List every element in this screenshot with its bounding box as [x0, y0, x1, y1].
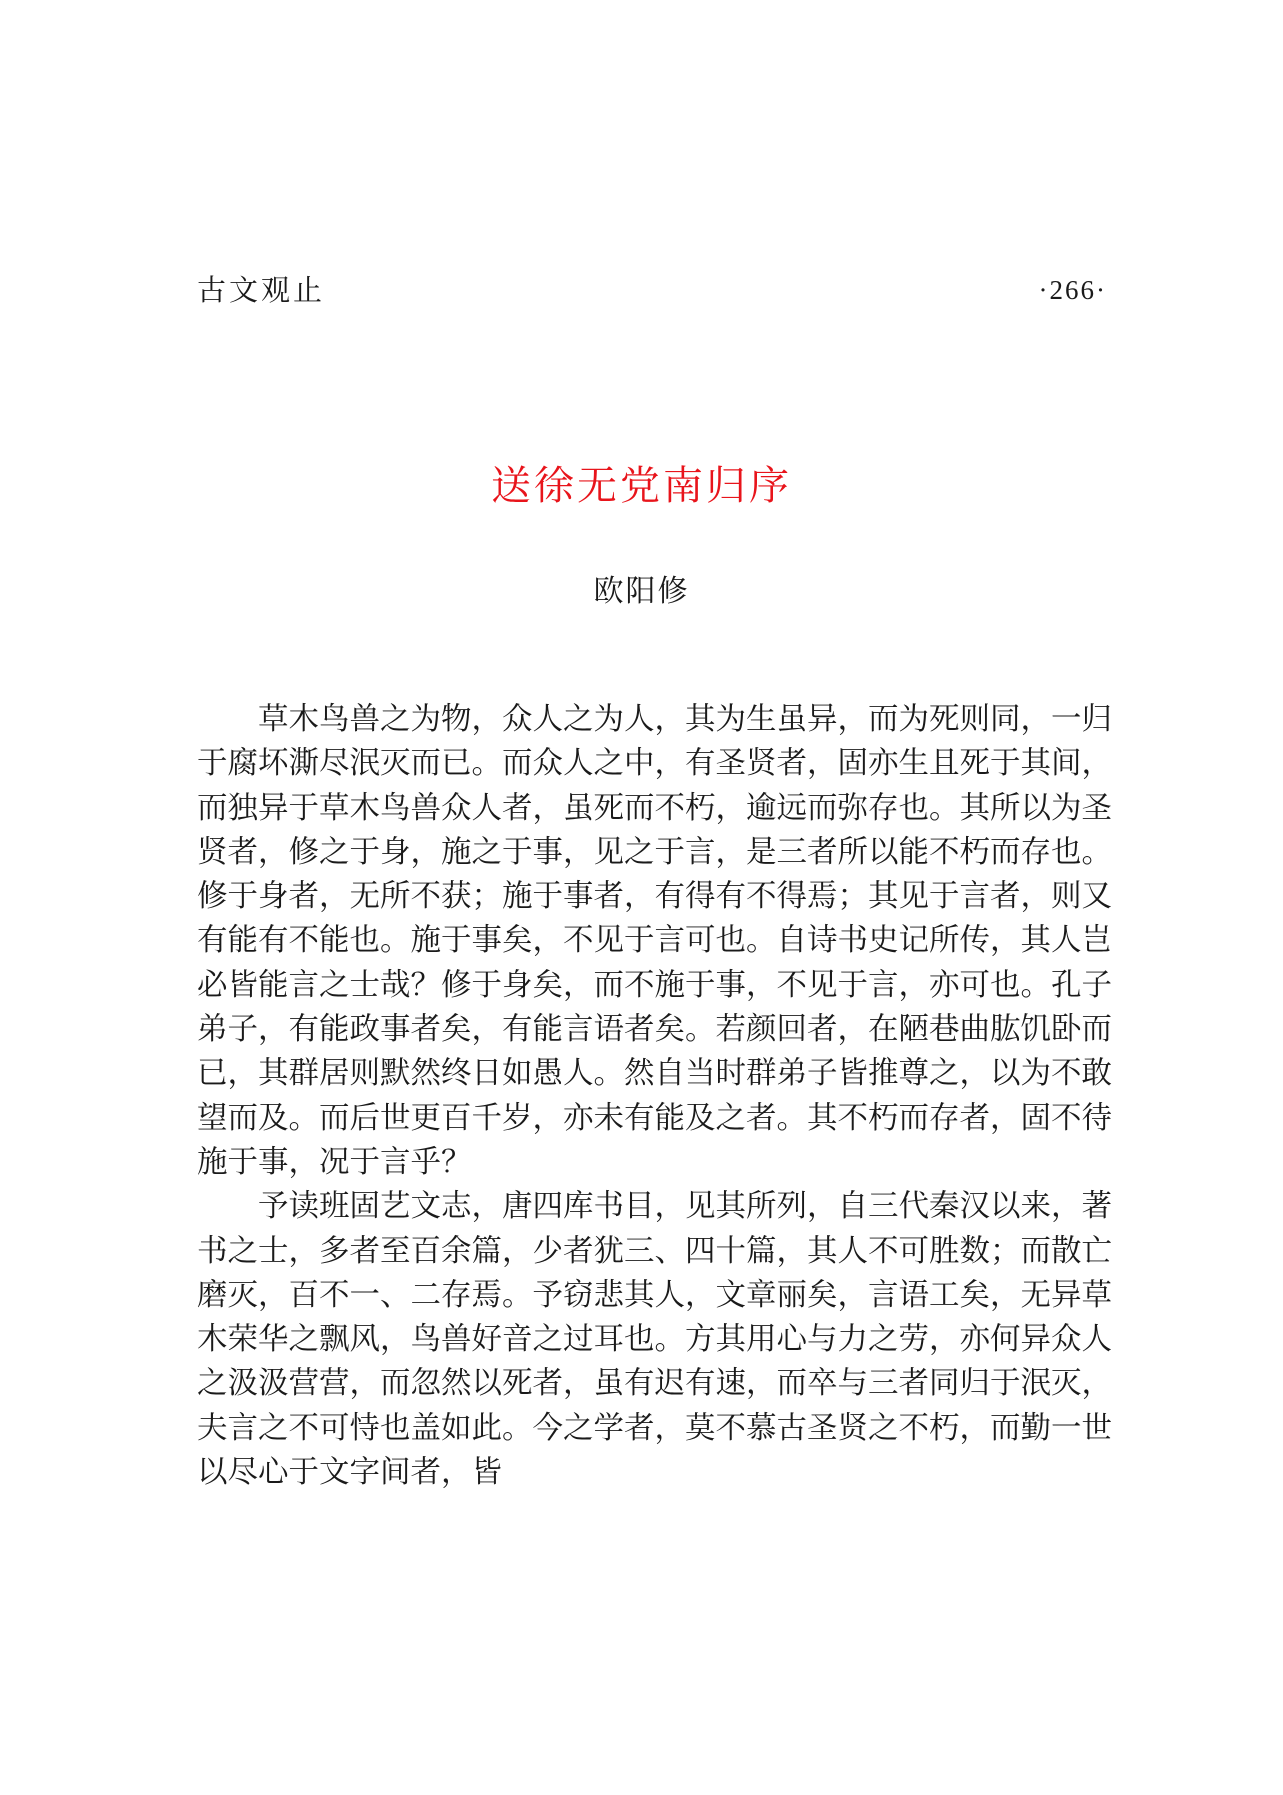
running-head [197, 270, 1107, 310]
essay-body [197, 698, 1112, 1495]
paragraph-2: 予读班固艺文志，唐四库书目，见其所列，自三代秦汉以来，著书之士，多者至百余篇，少者犹三、四十篇，其人不可胜数；而散亡磨灭，百不一、二存焉。予窃悲其人，文章丽矣，言语工矣，无异草木荣华之飘风，鸟兽好音之过耳也。方其用心与力之劳，亦何异众人之汲汲营营，而忽然以死者，虽有迟有速，而卒与三者同归于泯灭，夫言之不可恃也盖如此。今之学者，莫不慕古圣贤之不朽，而勤一世以尽心于文字间者，皆 [197, 1189, 1112, 1491]
paragraph-1: 草木鸟兽之为物，众人之为人，其为生虽异，而为死则同，一归于腐坏澌尽泯灭而已。而众人之中，有圣贤者，固亦生且死于其间，而独异于草木鸟兽众人者，虽死而不朽，逾远而弥存也。其所以为圣贤者，修之于身，施之于事，见之于言，是三者所以能不朽而存也。修于身者，无所不获；施于事者，有得有不得焉；其见于言者，则又有能有不能也。施于事矣，不见于言可也。自诗书史记所传，其人岂必皆能言之士哉？修于身矣，而不施于事，不见于言，亦可也。孔子弟子，有能政事者矣，有能言语者矣。若颜回者，在陋巷曲肱饥卧而已，其群居则默然终日如愚人。然自当时群弟子皆推尊之，以为不敢望而及。而后世更百千岁，亦未有能及之者。其不朽而存者，固不待施于事，况于言乎？ [197, 702, 1112, 1180]
page-number: ·266· [1038, 275, 1107, 305]
author-name: 欧阳修 [593, 574, 690, 609]
book-title: 古文观止 [197, 273, 326, 307]
essay-title: 送徐无党南归序 [491, 463, 792, 509]
